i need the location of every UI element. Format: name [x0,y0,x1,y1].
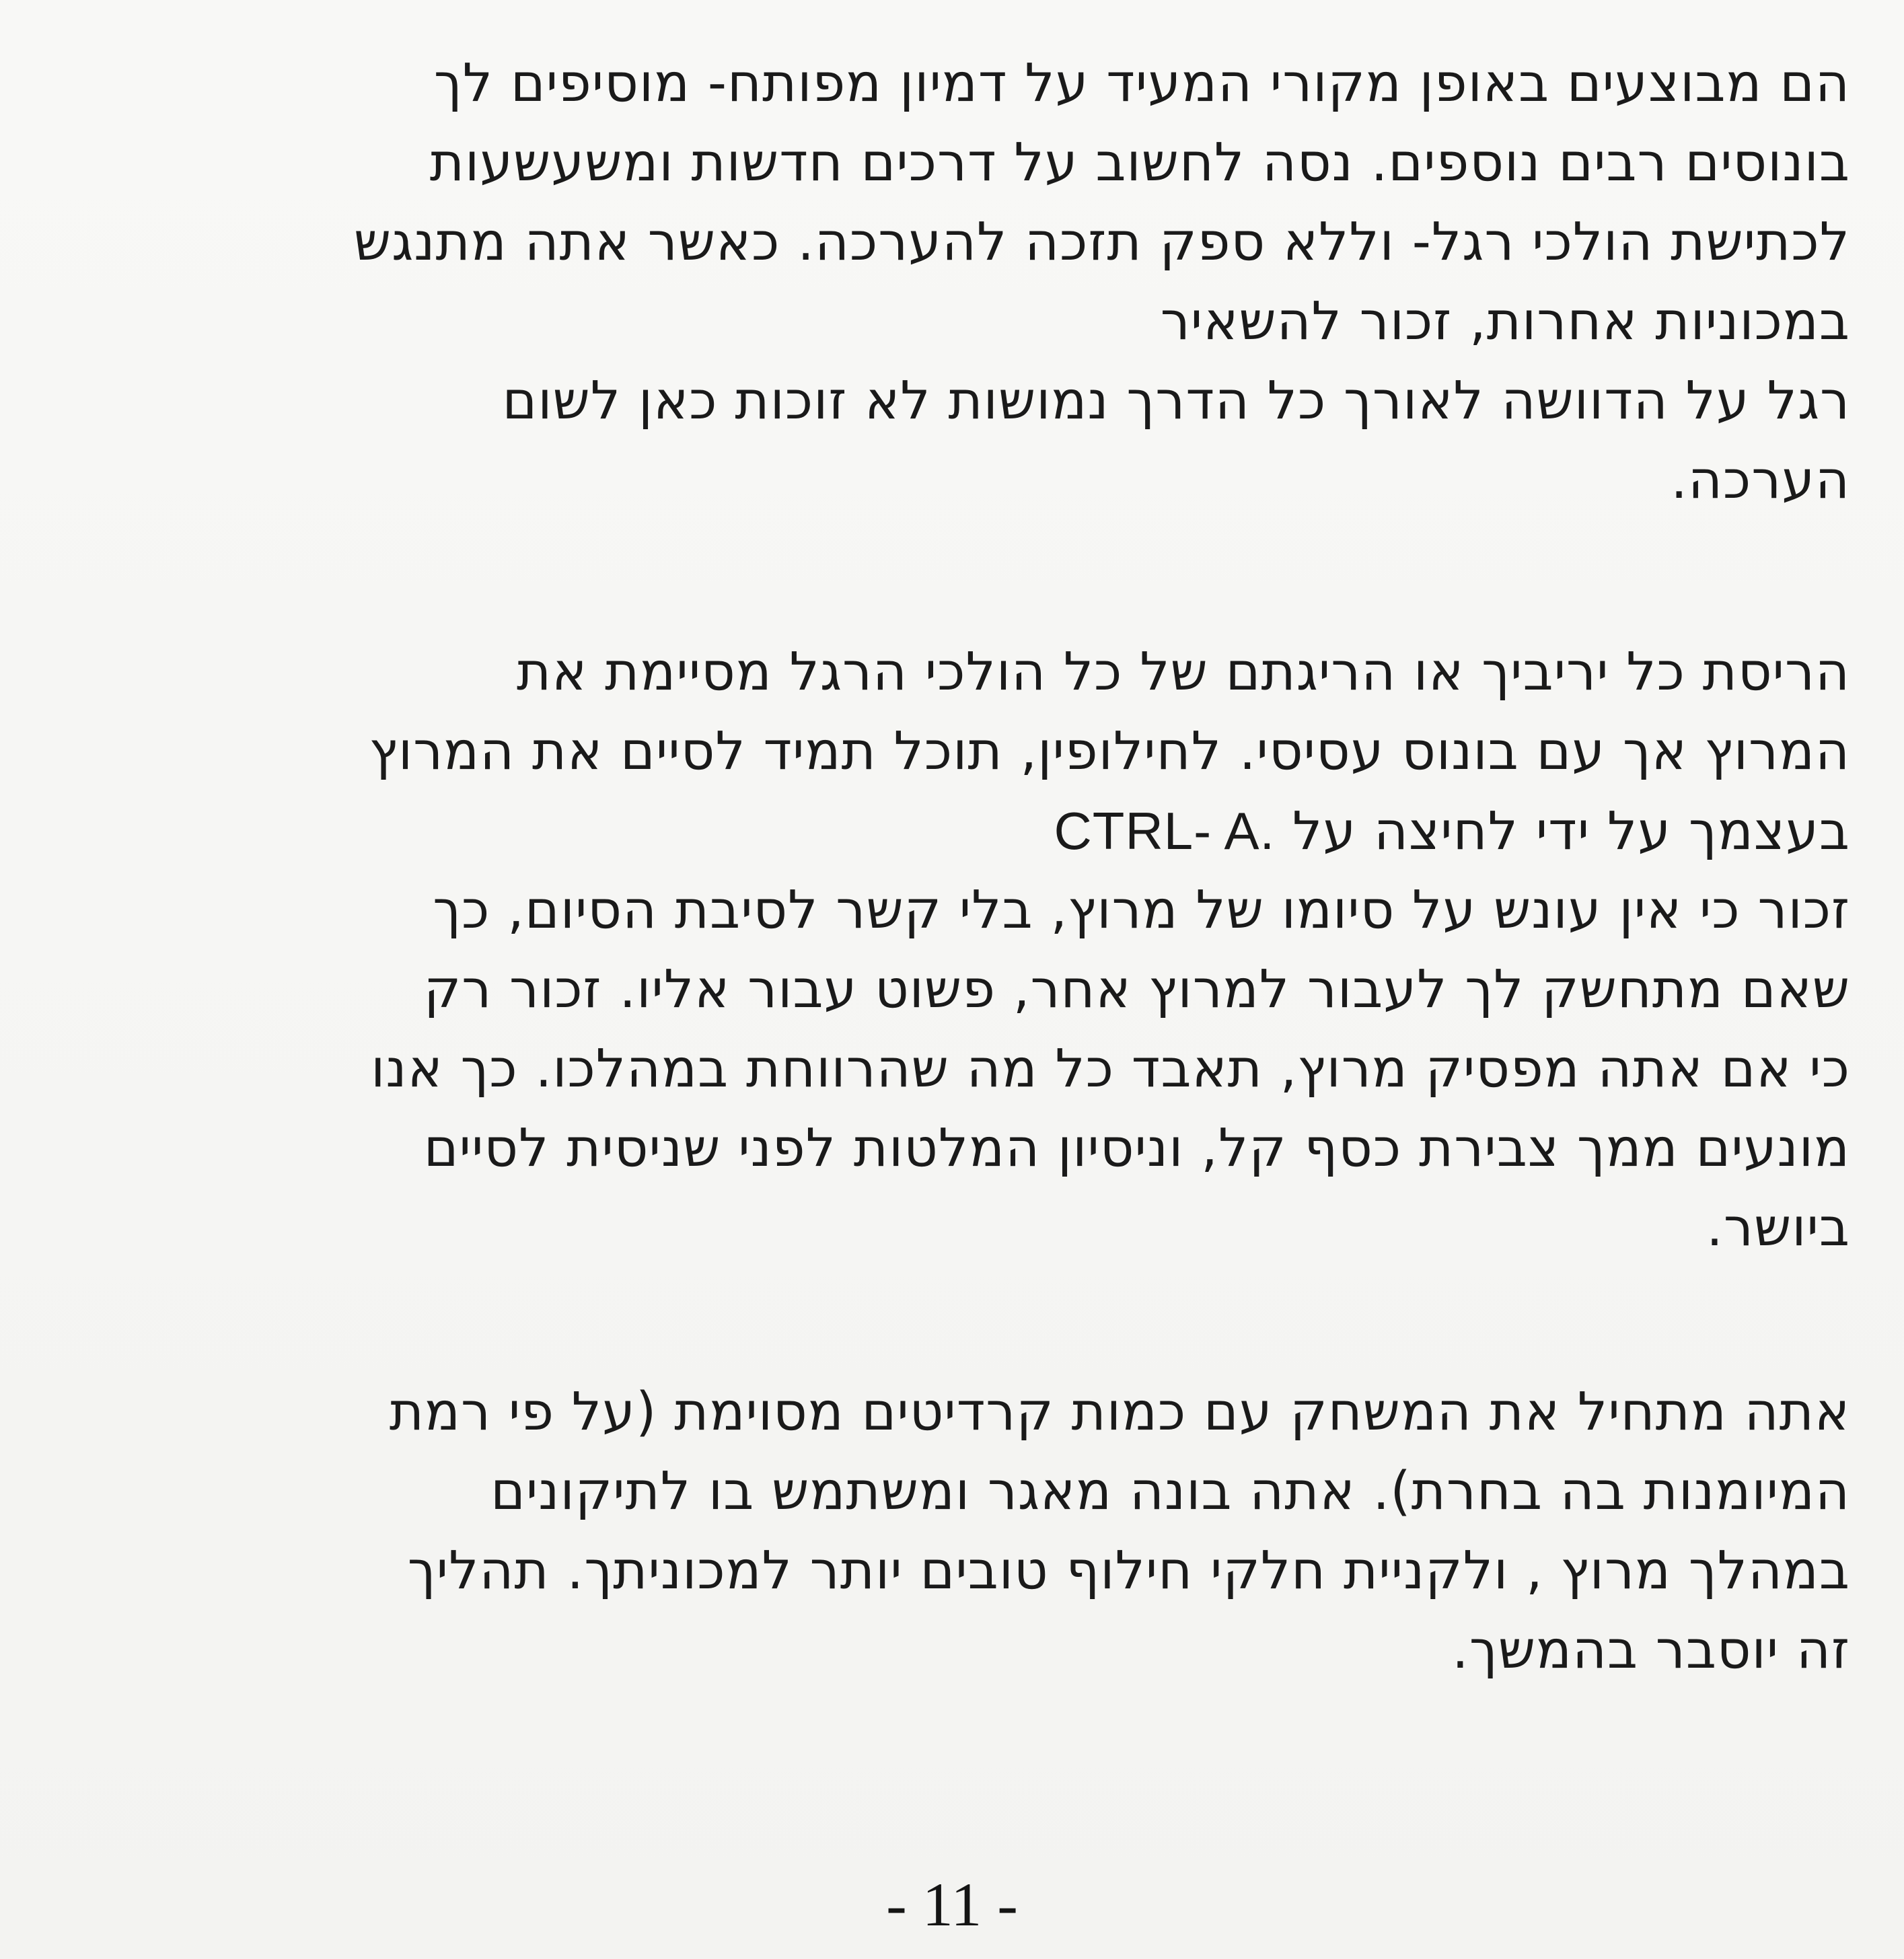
paragraph-scoring-bonuses [20,53,1850,533]
text-line: לכתישת הולכי רגל- וללא ספק תזכה להערכה. כאשר אתה מתנגש [353,212,1850,272]
text-line: מונעים ממך צבירת כסף קל, וניסיון המלטות לפני שניסית לסיים [423,1118,1850,1179]
text-line: כי אם אתה מפסיק מרוץ, תאבד כל מה שהרווחת במהלכו. כך אנו [371,1039,1850,1099]
text-line: רגל על הדוושה לאורך כל הדרך נמושות לא זוכות כאן לשום [502,371,1850,431]
paragraph-ending-race [20,642,1850,1281]
text-line-with-shortcut [20,801,1850,884]
text-line: זכור כי אין עונש על סיומו של מרוץ, בלי קשר לסיבת הסיום, כך [433,880,1850,940]
page-number: - 11 - [886,1870,1018,1939]
text-line: המיומנות בה בחרת). אתה בונה מאגר ומשתמש בו לתיקונים [490,1461,1850,1522]
keyboard-shortcut: CTRL- A. [1054,801,1276,860]
text-line: הם מבוצעים באופן מקורי המעיד על דמיון מפותח- מוסיפים לך [433,53,1850,114]
text-line: במכוניות אחרות, זכור להשאיר [1160,291,1850,352]
text-line: הריסת כל יריביך או הריגתם של כל הולכי הרגל מסיימת את [516,642,1850,702]
text-line: ביושר. [1706,1197,1850,1258]
text-line: זה יוסבר בהמשך. [1452,1620,1850,1680]
paragraph-credits [20,1382,1850,1703]
text-line: שאם מתחשק לך לעבור למרוץ אחר, פשוט עבור אליו. זכור רק [423,959,1850,1020]
text-line: אתה מתחיל את המשחק עם כמות קרדיטים מסוימת (על פי רמת [389,1382,1850,1442]
text-line-part: בעצמך על ידי לחיצה על [1292,801,1850,862]
text-line: הערכה. [1671,450,1850,511]
text-line: המרוץ אך עם בונוס עסיסי. לחילופין, תוכל תמיד לסיים את המרוץ [369,721,1850,782]
text-line: בונוסים רבים נוספים. נסה לחשוב על דרכים חדשות ומשעשעות [429,133,1850,193]
text-line: במהלך מרוץ , ולקניית חלקי חילוף טובים יותר למכוניתך. תהליך [407,1541,1850,1601]
